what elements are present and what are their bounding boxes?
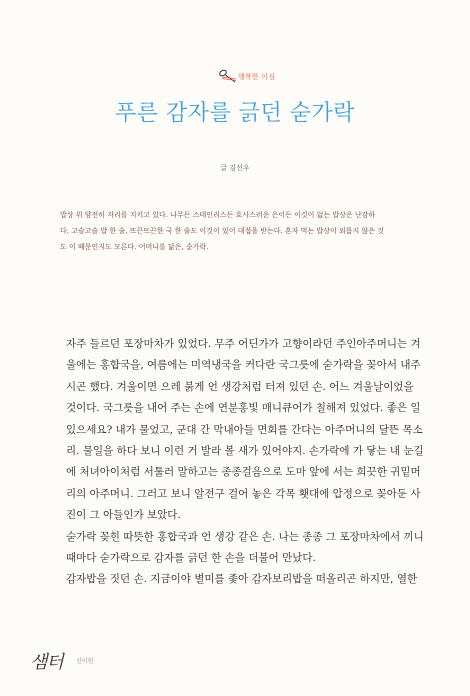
publisher-logo: 샘터 bbox=[30, 652, 63, 673]
intro-line: 도 이 때문인지도 모른다. 어머니를 닮은, 숟가락. bbox=[60, 243, 209, 251]
body-line: 있으세요? 내가 물었고, 군대 간 막내아들 면회를 간다는 아주머니의 달뜬 목소 bbox=[66, 423, 423, 436]
body-line: 감자밥을 짓던 손. 지금이야 별미를 좇아 감자보리밥을 떠올리곤 하지만, 열한 bbox=[66, 573, 418, 586]
body-line: 시곤 했다. 겨울이면 으레 붉게 언 생강처럼 터져 있던 손. 어느 겨울날이었을 bbox=[66, 380, 414, 393]
body-line: 숟가락 꽂힌 따뜻한 홍합국과 언 생강 같은 손. 나는 종종 그 포장마차에서 끼니 bbox=[66, 530, 424, 543]
body-line: 울에는 홍합국을, 여름에는 미역냉국을 커다란 국그릇에 숟가락을 꽂아서 내주 bbox=[66, 359, 421, 372]
body-text bbox=[66, 334, 438, 591]
section-kicker: 행복한 이심 bbox=[238, 73, 276, 81]
intro-line: 밥상 위 얌전히 자리를 지키고 있다. 나무든 스테인리스든 호사스러운 은이든 이것이 없는 밥상은 난감하 bbox=[60, 211, 376, 219]
body-line: 리. 물일을 하다 보니 이런 거 발라 볼 새가 있어야지. 손가락에 가 닿는 내 눈길 bbox=[66, 445, 424, 458]
body-line: 것이다. 국그릇을 내어 주는 손에 연분홍빛 매니큐어가 칠해져 있었다. 좋은 일 bbox=[66, 402, 421, 415]
spoon-chopsticks-icon bbox=[218, 68, 238, 84]
body-line: 자주 들르던 포장마차가 있었다. 무주 어딘가가 고향이라던 주인아주머니는 겨 bbox=[66, 338, 421, 350]
intro-paragraph bbox=[60, 207, 420, 255]
body-line: 에 처녀아이처럼 서툴러 말하고는 종종걸음으로 도마 앞에 서는 희끗한 귀밑머 bbox=[66, 466, 421, 479]
body-line: 리의 아주머니. 그러고 보니 알전구 걸어 놓은 각목 횃대에 압정으로 꽂아둔 사 bbox=[66, 487, 421, 500]
byline: 글 김선우 bbox=[220, 164, 250, 172]
body-line: 진이 그 아들인가 보았다. bbox=[66, 509, 181, 522]
article-title: 푸른 감자를 긁던 숟가락 bbox=[114, 101, 355, 126]
footer-name: 신이원 bbox=[76, 658, 94, 665]
body-line: 때마다 숟가락으로 감자를 긁던 한 손을 더불어 만났다. bbox=[66, 552, 316, 565]
intro-line: 다. 고슬고슬 밥 한 술, 뜨끈뜨끈한 국 한 술도 이것이 있어 대접을 받는다. 혼자 먹는 밥상이 외롭지 않은 것 bbox=[60, 227, 384, 235]
